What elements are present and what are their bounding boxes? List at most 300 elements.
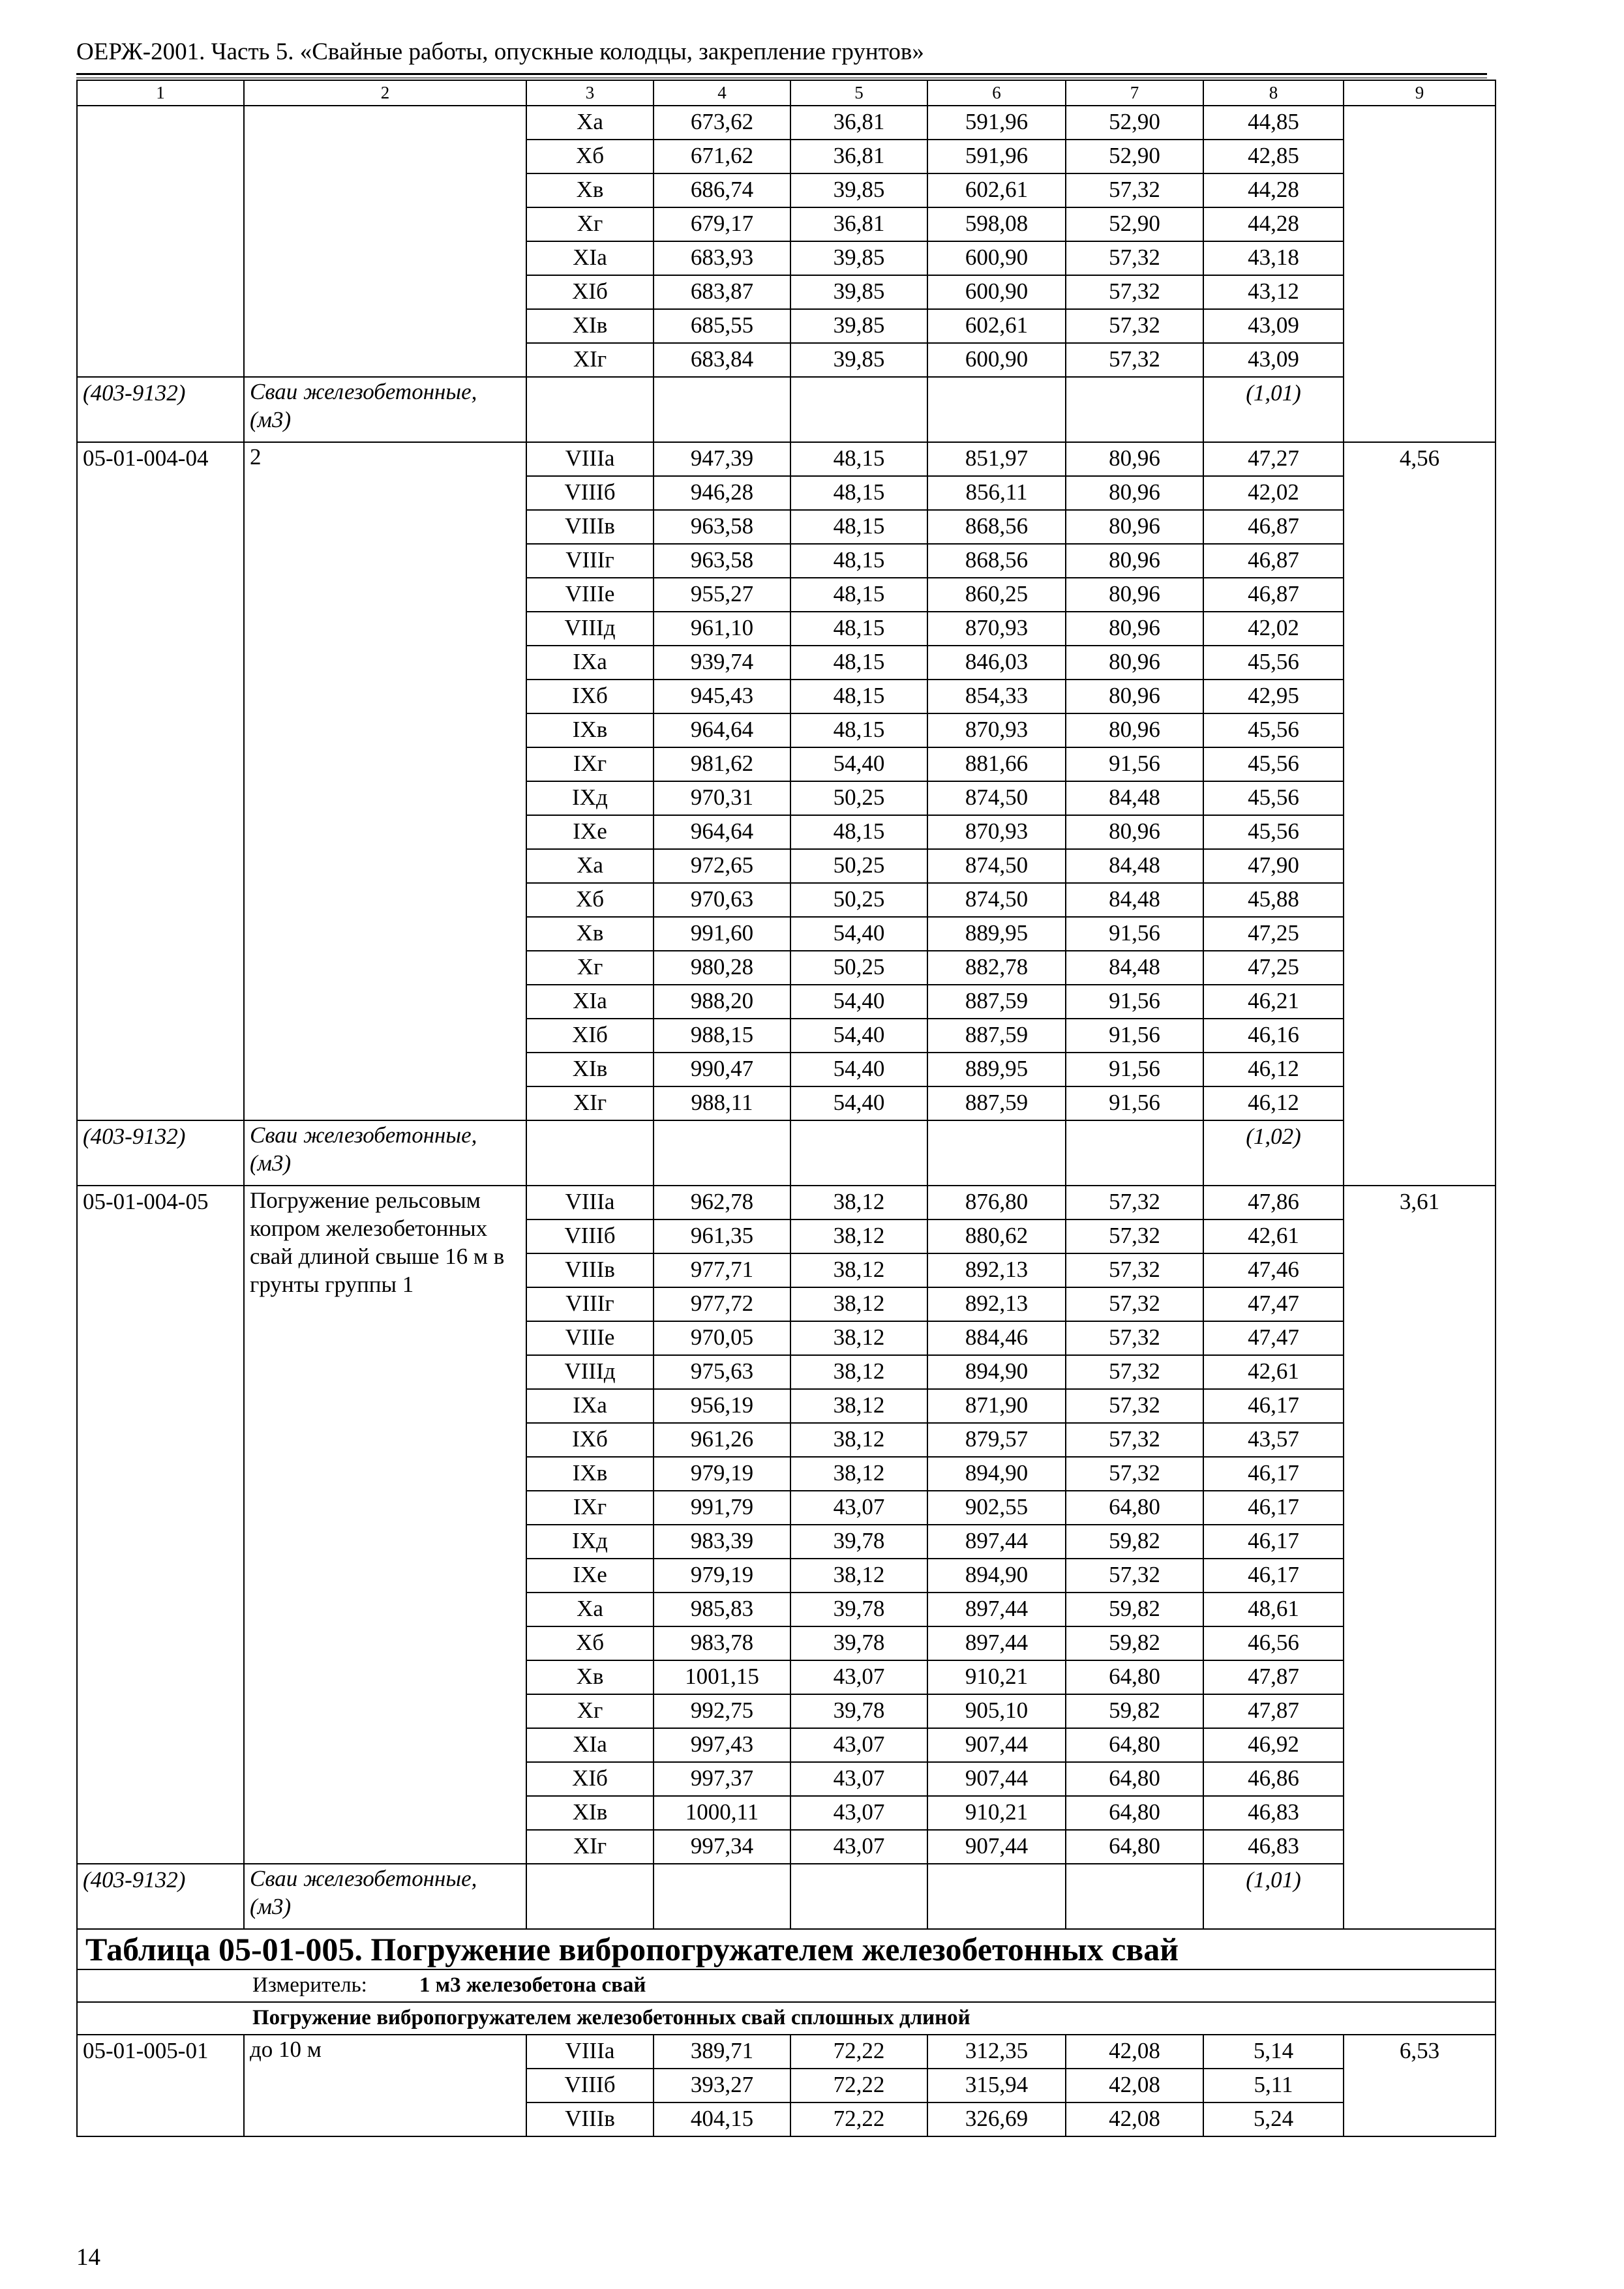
operator-wage: 64,80 [1066,1796,1203,1830]
material-cost: 42,02 [1203,476,1344,510]
material-cost: 47,25 [1203,917,1344,951]
table-caption: Таблица 05-01-005. Погружение вибропогружателем железобетонных свай [77,1929,1496,1969]
column-number: 6 [927,80,1066,106]
rates-table [76,80,1496,2137]
labor-cost [1344,106,1496,442]
machine-cost: 897,44 [927,1626,1066,1660]
material-cost: 46,17 [1203,1457,1344,1491]
region-code: IXб [526,1423,654,1457]
column-number: 3 [526,80,654,106]
region-code: XIa [526,1728,654,1762]
empty-cell [526,1864,654,1929]
region-code: IXe [526,815,654,849]
total-cost: 683,87 [654,275,790,309]
wage-cost: 39,78 [790,1694,927,1728]
labor-cost: 6,53 [1344,2035,1496,2136]
wage-cost: 38,12 [790,1457,927,1491]
column-number: 9 [1344,80,1496,106]
region-code: VIIIв [526,510,654,544]
total-cost: 683,84 [654,343,790,377]
material-cost: 46,86 [1203,1762,1344,1796]
wage-cost: 36,81 [790,207,927,241]
region-code: VIIIa [526,442,654,476]
wage-cost: 39,78 [790,1626,927,1660]
material-cost: 42,85 [1203,140,1344,173]
region-code: XIг [526,343,654,377]
wage-cost: 39,85 [790,241,927,275]
material-coefficient: (1,01) [1203,377,1344,442]
machine-cost: 894,90 [927,1355,1066,1389]
section-row [77,2002,1496,2035]
wage-cost: 39,78 [790,1525,927,1559]
operator-wage: 59,82 [1066,1626,1203,1660]
machine-cost: 882,78 [927,951,1066,985]
machine-cost: 894,90 [927,1559,1066,1593]
total-cost: 679,17 [654,207,790,241]
total-cost: 983,78 [654,1626,790,1660]
material-cost: 43,57 [1203,1423,1344,1457]
operator-wage: 91,56 [1066,1053,1203,1086]
material-cost: 46,12 [1203,1053,1344,1086]
wage-cost: 50,25 [790,951,927,985]
material-cost: 46,21 [1203,985,1344,1019]
operator-wage: 80,96 [1066,578,1203,612]
total-cost: 946,28 [654,476,790,510]
operator-wage: 42,08 [1066,2102,1203,2136]
empty-cell [1066,377,1203,442]
region-code: XIг [526,1830,654,1864]
operator-wage: 52,90 [1066,106,1203,140]
machine-cost: 326,69 [927,2102,1066,2136]
region-code: IXe [526,1559,654,1593]
region-code: Xa [526,849,654,883]
region-code: IXб [526,680,654,713]
operator-wage: 57,32 [1066,173,1203,207]
wage-cost: 48,15 [790,544,927,578]
material-cost: 5,11 [1203,2069,1344,2102]
material-cost: 42,02 [1203,612,1344,646]
total-cost: 1001,15 [654,1660,790,1694]
region-code: Xг [526,1694,654,1728]
machine-cost: 856,11 [927,476,1066,510]
rate-description [244,106,526,377]
total-cost: 683,93 [654,241,790,275]
total-cost: 983,39 [654,1525,790,1559]
material-cost: 45,56 [1203,713,1344,747]
material-cost: 42,61 [1203,1219,1344,1253]
material-cost: 46,83 [1203,1830,1344,1864]
wage-cost: 38,12 [790,1389,927,1423]
region-code: XIв [526,309,654,343]
empty-cell [526,1120,654,1186]
wage-cost: 48,15 [790,578,927,612]
operator-wage: 84,48 [1066,883,1203,917]
empty-cell [526,377,654,442]
region-code: IXa [526,646,654,680]
empty-cell [927,1864,1066,1929]
material-cost: 45,88 [1203,883,1344,917]
operator-wage: 80,96 [1066,815,1203,849]
operator-wage: 57,32 [1066,1253,1203,1287]
wage-cost: 38,12 [790,1253,927,1287]
total-cost: 964,64 [654,815,790,849]
total-cost: 997,43 [654,1728,790,1762]
total-cost: 962,78 [654,1186,790,1219]
total-cost: 975,63 [654,1355,790,1389]
operator-wage: 91,56 [1066,747,1203,781]
operator-wage: 57,32 [1066,241,1203,275]
machine-cost: 889,95 [927,1053,1066,1086]
total-cost: 985,83 [654,1593,790,1626]
machine-cost: 907,44 [927,1728,1066,1762]
machine-cost: 879,57 [927,1423,1066,1457]
operator-wage: 80,96 [1066,442,1203,476]
column-number-row [77,80,1496,106]
wage-cost: 48,15 [790,646,927,680]
total-cost: 970,05 [654,1321,790,1355]
material-code: (403-9132) [77,377,244,442]
machine-cost: 884,46 [927,1321,1066,1355]
rate-code: 05-01-005-01 [77,2035,244,2136]
operator-wage: 57,32 [1066,343,1203,377]
total-cost: 977,71 [654,1253,790,1287]
material-cost: 44,28 [1203,173,1344,207]
region-code: IXг [526,1491,654,1525]
region-code: VIIIa [526,2035,654,2069]
wage-cost: 39,85 [790,275,927,309]
operator-wage: 64,80 [1066,1830,1203,1864]
labor-cost: 3,61 [1344,1186,1496,1929]
operator-wage: 57,32 [1066,1355,1203,1389]
machine-cost: 892,13 [927,1287,1066,1321]
labor-cost: 4,56 [1344,442,1496,1186]
material-cost: 46,17 [1203,1389,1344,1423]
material-cost: 42,61 [1203,1355,1344,1389]
meter-row [77,1969,1496,2002]
region-code: Xб [526,1626,654,1660]
section-title: Погружение вибропогружателем железобетонных свай сплошных длиной [252,2006,970,2029]
machine-cost: 846,03 [927,646,1066,680]
wage-cost: 54,40 [790,985,927,1019]
wage-cost: 54,40 [790,917,927,951]
wage-cost: 48,15 [790,713,927,747]
total-cost: 961,26 [654,1423,790,1457]
region-code: XIв [526,1053,654,1086]
operator-wage: 91,56 [1066,1019,1203,1053]
machine-cost: 874,50 [927,883,1066,917]
material-cost: 46,83 [1203,1796,1344,1830]
wage-cost: 72,22 [790,2035,927,2069]
material-cost: 46,92 [1203,1728,1344,1762]
total-cost: 956,19 [654,1389,790,1423]
total-cost: 981,62 [654,747,790,781]
total-cost: 671,62 [654,140,790,173]
document-header: ОЕРЖ-2001. Часть 5. «Свайные работы, опускные колодцы, закрепление грунтов» [76,38,924,65]
operator-wage: 64,80 [1066,1762,1203,1796]
wage-cost: 38,12 [790,1559,927,1593]
column-number: 8 [1203,80,1344,106]
region-code: VIIIe [526,1321,654,1355]
machine-cost: 887,59 [927,1019,1066,1053]
region-code: VIIIб [526,1219,654,1253]
total-cost: 955,27 [654,578,790,612]
region-code: IXв [526,1457,654,1491]
operator-wage: 80,96 [1066,680,1203,713]
wage-cost: 39,85 [790,173,927,207]
column-number: 4 [654,80,790,106]
region-code: Xв [526,1660,654,1694]
material-cost: 47,90 [1203,849,1344,883]
machine-cost: 892,13 [927,1253,1066,1287]
machine-cost: 868,56 [927,510,1066,544]
column-number: 2 [244,80,526,106]
machine-cost: 880,62 [927,1219,1066,1253]
wage-cost: 38,12 [790,1219,927,1253]
material-cost: 44,28 [1203,207,1344,241]
wage-cost: 48,15 [790,442,927,476]
machine-cost: 600,90 [927,343,1066,377]
region-code: Xв [526,917,654,951]
machine-cost: 600,90 [927,241,1066,275]
total-cost: 963,58 [654,544,790,578]
region-code: Xг [526,207,654,241]
total-cost: 979,19 [654,1559,790,1593]
machine-cost: 591,96 [927,106,1066,140]
total-cost: 988,20 [654,985,790,1019]
machine-cost: 591,96 [927,140,1066,173]
machine-cost: 870,93 [927,612,1066,646]
material-cost: 43,09 [1203,343,1344,377]
total-cost: 997,34 [654,1830,790,1864]
wage-cost: 38,12 [790,1355,927,1389]
wage-cost: 43,07 [790,1728,927,1762]
machine-cost: 897,44 [927,1525,1066,1559]
empty-cell [927,377,1066,442]
wage-cost: 48,15 [790,680,927,713]
machine-cost: 910,21 [927,1660,1066,1694]
material-row [77,377,1496,442]
material-cost: 47,47 [1203,1321,1344,1355]
region-code: Xa [526,1593,654,1626]
wage-cost: 48,15 [790,510,927,544]
total-cost: 945,43 [654,680,790,713]
wage-cost: 39,78 [790,1593,927,1626]
region-code: VIIIв [526,2102,654,2136]
material-cost: 43,09 [1203,309,1344,343]
total-cost: 673,62 [654,106,790,140]
region-code: IXд [526,1525,654,1559]
material-cost: 5,14 [1203,2035,1344,2069]
machine-cost: 600,90 [927,275,1066,309]
rate-description: до 10 м [244,2035,526,2136]
wage-cost: 48,15 [790,476,927,510]
wage-cost: 43,07 [790,1491,927,1525]
total-cost: 970,63 [654,883,790,917]
material-cost: 47,27 [1203,442,1344,476]
machine-cost: 876,80 [927,1186,1066,1219]
region-code: Xг [526,951,654,985]
wage-cost: 54,40 [790,1053,927,1086]
operator-wage: 57,32 [1066,1559,1203,1593]
rate-code: 05-01-004-04 [77,442,244,1120]
operator-wage: 84,48 [1066,951,1203,985]
machine-cost: 851,97 [927,442,1066,476]
operator-wage: 57,32 [1066,275,1203,309]
total-cost: 991,60 [654,917,790,951]
operator-wage: 42,08 [1066,2035,1203,2069]
material-name: Сваи железобетонные, (м3) [244,377,526,442]
material-coefficient: (1,01) [1203,1864,1344,1929]
wage-cost: 48,15 [790,815,927,849]
material-cost: 47,86 [1203,1186,1344,1219]
operator-wage: 57,32 [1066,309,1203,343]
material-name: Сваи железобетонные, (м3) [244,1864,526,1929]
page-number: 14 [76,2244,100,2271]
material-cost: 5,24 [1203,2102,1344,2136]
material-cost: 43,12 [1203,275,1344,309]
region-code: VIIIг [526,544,654,578]
operator-wage: 57,32 [1066,1389,1203,1423]
wage-cost: 50,25 [790,849,927,883]
operator-wage: 91,56 [1066,917,1203,951]
machine-cost: 871,90 [927,1389,1066,1423]
operator-wage: 80,96 [1066,476,1203,510]
machine-cost: 602,61 [927,309,1066,343]
material-cost: 46,17 [1203,1491,1344,1525]
total-cost: 961,10 [654,612,790,646]
machine-cost: 907,44 [927,1762,1066,1796]
total-cost: 970,31 [654,781,790,815]
region-code: XIб [526,275,654,309]
machine-cost: 874,50 [927,781,1066,815]
rate-description: 2 [244,442,526,1120]
total-cost: 977,72 [654,1287,790,1321]
region-code: Xб [526,883,654,917]
operator-wage: 57,32 [1066,1457,1203,1491]
material-code: (403-9132) [77,1120,244,1186]
empty-cell [1066,1120,1203,1186]
operator-wage: 91,56 [1066,1086,1203,1120]
total-cost: 972,65 [654,849,790,883]
wage-cost: 48,15 [790,612,927,646]
machine-cost: 889,95 [927,917,1066,951]
total-cost: 404,15 [654,2102,790,2136]
machine-cost: 910,21 [927,1796,1066,1830]
total-cost: 988,15 [654,1019,790,1053]
material-cost: 47,87 [1203,1694,1344,1728]
column-number: 7 [1066,80,1203,106]
material-name: Сваи железобетонные, (м3) [244,1120,526,1186]
column-number: 1 [77,80,244,106]
rate-code: 05-01-004-05 [77,1186,244,1864]
machine-cost: 602,61 [927,173,1066,207]
table-caption-row [77,1929,1496,1969]
total-cost: 947,39 [654,442,790,476]
table-row [77,2035,1496,2069]
wage-cost: 72,22 [790,2069,927,2102]
total-cost: 963,58 [654,510,790,544]
empty-cell [1066,1864,1203,1929]
wage-cost: 38,12 [790,1186,927,1219]
machine-cost: 881,66 [927,747,1066,781]
material-code: (403-9132) [77,1864,244,1929]
material-cost: 45,56 [1203,747,1344,781]
total-cost: 997,37 [654,1762,790,1796]
total-cost: 991,79 [654,1491,790,1525]
material-cost: 47,46 [1203,1253,1344,1287]
material-cost: 46,87 [1203,578,1344,612]
rate-description: Погружение рельсовым копром железобетонных свай длиной свыше 16 м в грунты группы 1 [244,1186,526,1864]
material-cost: 46,17 [1203,1525,1344,1559]
wage-cost: 72,22 [790,2102,927,2136]
material-cost: 46,17 [1203,1559,1344,1593]
material-cost: 45,56 [1203,815,1344,849]
wage-cost: 36,81 [790,140,927,173]
material-cost: 46,16 [1203,1019,1344,1053]
total-cost: 1000,11 [654,1796,790,1830]
region-code: XIв [526,1796,654,1830]
operator-wage: 80,96 [1066,544,1203,578]
machine-cost: 902,55 [927,1491,1066,1525]
region-code: VIIIб [526,476,654,510]
machine-cost: 887,59 [927,1086,1066,1120]
region-code: Xв [526,173,654,207]
material-cost: 47,47 [1203,1287,1344,1321]
empty-cell [790,377,927,442]
material-cost: 46,87 [1203,510,1344,544]
operator-wage: 64,80 [1066,1660,1203,1694]
operator-wage: 80,96 [1066,510,1203,544]
region-code: IXa [526,1389,654,1423]
material-row [77,1864,1496,1929]
empty-cell [927,1120,1066,1186]
wage-cost: 36,81 [790,106,927,140]
operator-wage: 57,32 [1066,1186,1203,1219]
header-rule-thick [76,73,1487,75]
machine-cost: 312,35 [927,2035,1066,2069]
meter-cell [77,1969,1496,2002]
machine-cost: 897,44 [927,1593,1066,1626]
region-code: IXв [526,713,654,747]
table-row [77,106,1496,140]
operator-wage: 80,96 [1066,646,1203,680]
total-cost: 992,75 [654,1694,790,1728]
machine-cost: 860,25 [927,578,1066,612]
operator-wage: 64,80 [1066,1728,1203,1762]
material-cost: 46,87 [1203,544,1344,578]
total-cost: 980,28 [654,951,790,985]
material-cost: 45,56 [1203,646,1344,680]
operator-wage: 84,48 [1066,781,1203,815]
region-code: Xa [526,106,654,140]
region-code: VIIIв [526,1253,654,1287]
wage-cost: 38,12 [790,1423,927,1457]
material-cost: 44,85 [1203,106,1344,140]
total-cost: 686,74 [654,173,790,207]
region-code: VIIIд [526,1355,654,1389]
wage-cost: 50,25 [790,781,927,815]
total-cost: 389,71 [654,2035,790,2069]
material-cost: 47,87 [1203,1660,1344,1694]
total-cost: 988,11 [654,1086,790,1120]
operator-wage: 80,96 [1066,612,1203,646]
total-cost: 961,35 [654,1219,790,1253]
machine-cost: 874,50 [927,849,1066,883]
empty-cell [790,1864,927,1929]
wage-cost: 43,07 [790,1660,927,1694]
machine-cost: 870,93 [927,713,1066,747]
material-cost: 48,61 [1203,1593,1344,1626]
